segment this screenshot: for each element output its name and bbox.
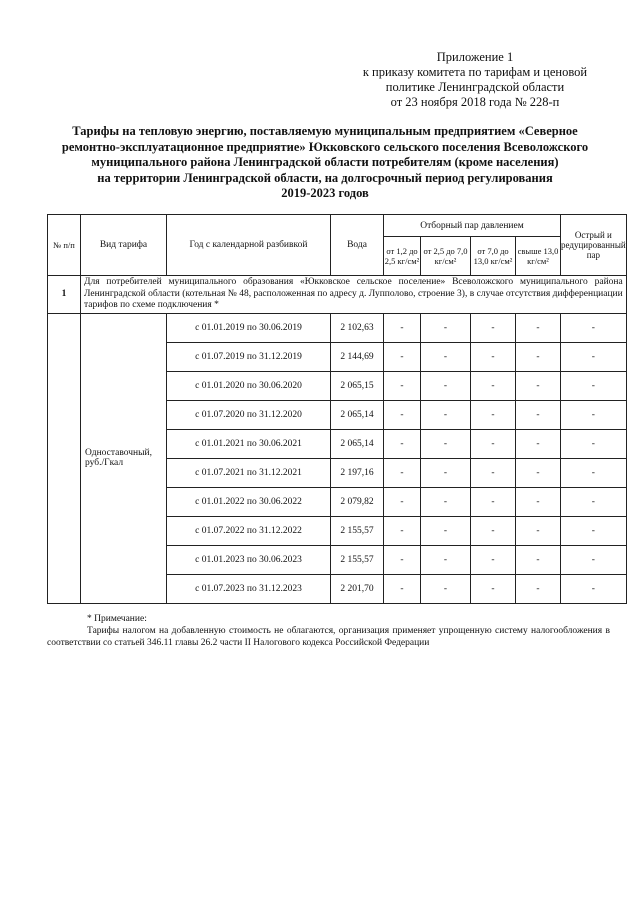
steam-cell: -	[516, 574, 561, 603]
steam-cell: -	[384, 429, 421, 458]
steam-cell: -	[471, 516, 516, 545]
steam-cell: -	[421, 516, 471, 545]
water-cell: 2 102,63	[331, 313, 384, 342]
section-description: Для потребителей муниципального образования «Юкковское сельское поселение» Всеволожского муниципального района Ленинградской области (котельная № 48, расположенная по адресу д. Лупполово, строение 3), в случае отсутствия дифференциации тарифов по схеме подключения *	[81, 276, 627, 314]
water-cell: 2 065,15	[331, 371, 384, 400]
steam-cell: -	[421, 313, 471, 342]
water-cell: 2 201,70	[331, 574, 384, 603]
period-cell: с 01.07.2021 по 31.12.2021	[167, 458, 331, 487]
steam-cell: -	[384, 545, 421, 574]
steam-cell: -	[384, 400, 421, 429]
water-cell: 2 079,82	[331, 487, 384, 516]
header-num: № п/п	[48, 215, 81, 276]
steam-cell: -	[561, 487, 627, 516]
steam-cell: -	[421, 487, 471, 516]
steam-cell: -	[516, 516, 561, 545]
steam-cell: -	[561, 371, 627, 400]
steam-cell: -	[471, 400, 516, 429]
header-tariff-type: Вид тарифа	[81, 215, 167, 276]
steam-cell: -	[421, 400, 471, 429]
steam-cell: -	[516, 429, 561, 458]
steam-cell: -	[561, 429, 627, 458]
steam-cell: -	[561, 458, 627, 487]
footnote-text: Тарифы налогом на добавленную стоимость не облагаются, организация применяет упрощенную систему налогообложения в соответствии со статьей 346.11 главы 26.2 части II Налогового кодекса Российской Федерации	[47, 626, 610, 648]
steam-cell: -	[421, 342, 471, 371]
steam-cell: -	[384, 342, 421, 371]
title-line: Тарифы на тепловую энергию, поставляемую муниципальным предприятием «Северное	[72, 124, 578, 138]
steam-cell: -	[471, 371, 516, 400]
period-cell: с 01.01.2022 по 30.06.2022	[167, 487, 331, 516]
steam-cell: -	[471, 545, 516, 574]
period-cell: с 01.01.2023 по 30.06.2023	[167, 545, 331, 574]
period-cell: с 01.07.2019 по 31.12.2019	[167, 342, 331, 371]
steam-cell: -	[561, 400, 627, 429]
water-cell: 2 144,69	[331, 342, 384, 371]
steam-cell: -	[516, 400, 561, 429]
steam-cell: -	[561, 313, 627, 342]
num-cell-empty	[48, 313, 81, 603]
title-line: 2019-2023 годов	[281, 186, 369, 200]
steam-cell: -	[384, 574, 421, 603]
appendix-line: политике Ленинградской области	[385, 80, 565, 94]
document-title	[40, 124, 610, 202]
steam-cell: -	[516, 487, 561, 516]
steam-cell: -	[384, 313, 421, 342]
appendix-reference	[340, 50, 610, 110]
appendix-line: Приложение 1	[436, 50, 514, 64]
header-sharp-steam: Острый и редуцированный пар	[561, 215, 627, 276]
section-number: 1	[48, 276, 81, 314]
water-cell: 2 155,57	[331, 516, 384, 545]
period-cell: с 01.07.2023 по 31.12.2023	[167, 574, 331, 603]
steam-cell: -	[516, 458, 561, 487]
steam-cell: -	[421, 458, 471, 487]
header-period: Год с календарной разбивкой	[167, 215, 331, 276]
steam-cell: -	[421, 574, 471, 603]
steam-cell: -	[384, 371, 421, 400]
period-cell: с 01.07.2020 по 31.12.2020	[167, 400, 331, 429]
header-steam-1: от 1,2 до 2,5 кг/см²	[384, 237, 421, 276]
tariff-type-cell: Одноставочный, руб./Гкал	[81, 313, 167, 603]
appendix-line: от 23 ноября 2018 года № 228-п	[390, 95, 560, 109]
steam-cell: -	[384, 458, 421, 487]
steam-cell: -	[516, 342, 561, 371]
water-cell: 2 065,14	[331, 429, 384, 458]
steam-cell: -	[421, 545, 471, 574]
water-cell: 2 155,57	[331, 545, 384, 574]
title-line: муниципального района Ленинградской области потребителям (кроме населения)	[91, 155, 559, 169]
steam-cell: -	[561, 545, 627, 574]
steam-cell: -	[421, 371, 471, 400]
steam-cell: -	[471, 574, 516, 603]
period-cell: с 01.07.2022 по 31.12.2022	[167, 516, 331, 545]
footnote-heading: * Примечание:	[87, 614, 147, 624]
steam-cell: -	[384, 516, 421, 545]
footnote	[47, 613, 610, 649]
title-line: ремонтно-эксплуатационное предприятие» Юкковского сельского поселения Всеволожского	[61, 139, 589, 154]
steam-cell: -	[421, 429, 471, 458]
header-water: Вода	[331, 215, 384, 276]
steam-cell: -	[471, 313, 516, 342]
steam-cell: -	[516, 313, 561, 342]
steam-cell: -	[471, 487, 516, 516]
steam-cell: -	[471, 429, 516, 458]
steam-cell: -	[561, 516, 627, 545]
water-cell: 2 065,14	[331, 400, 384, 429]
header-steam-2: от 2,5 до 7,0 кг/см²	[421, 237, 471, 276]
steam-cell: -	[516, 545, 561, 574]
period-cell: с 01.01.2021 по 30.06.2021	[167, 429, 331, 458]
table-row	[48, 313, 627, 342]
steam-cell: -	[471, 342, 516, 371]
steam-cell: -	[561, 574, 627, 603]
title-line: на территории Ленинградской области, на долгосрочный период регулирования	[97, 170, 553, 185]
water-cell: 2 197,16	[331, 458, 384, 487]
steam-cell: -	[471, 458, 516, 487]
period-cell: с 01.01.2020 по 30.06.2020	[167, 371, 331, 400]
period-cell: с 01.01.2019 по 30.06.2019	[167, 313, 331, 342]
steam-cell: -	[384, 487, 421, 516]
header-steam-group: Отборный пар давлением	[384, 215, 561, 237]
steam-cell: -	[516, 371, 561, 400]
appendix-line: к приказу комитета по тарифам и ценовой	[362, 65, 588, 79]
tariff-table	[47, 214, 627, 604]
header-steam-4: свыше 13,0 кг/см²	[516, 237, 561, 276]
header-steam-3: от 7,0 до 13,0 кг/см²	[471, 237, 516, 276]
steam-cell: -	[561, 342, 627, 371]
